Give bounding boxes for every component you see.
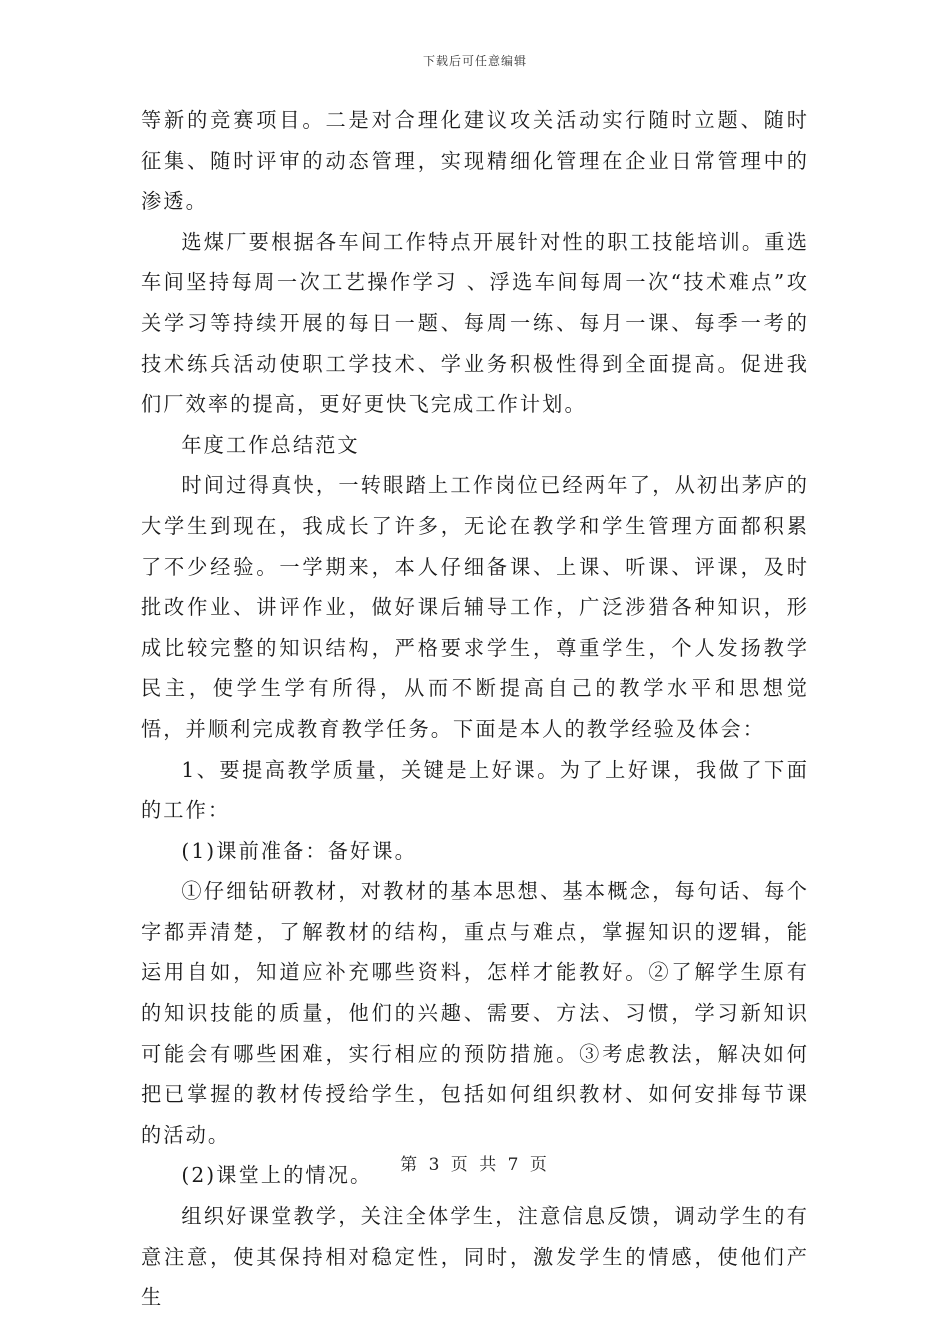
section-title: 年度工作总结范文 [181, 432, 360, 457]
paragraph-6: ①仔细钻研教材，对教材的基本思想、基本概念，每句话、每个字都弄清楚，了解教材的结构，重点与难点，掌握知识的逻辑，能运用自如，知道应补充哪些资料，怎样才能教好。②了解学生原有的知识技能的质量，他们的兴趣、需要、方法、习惯，学习新知识可能会有哪些困难，实行相应的预防措施。③考虑教法，解决如何把已掌握的教材传授给学生，包括如何组织教材、如何安排每节课的活动。 [141, 879, 809, 1147]
paragraph-7: (2)课堂上的情况。 [181, 1163, 373, 1188]
paragraph-1: 等新的竞赛项目。二是对合理化建议攻关活动实行随时立题、随时征集、随时评审的动态管理，实现精细化管理在企业日常管理中的渗透。 [141, 108, 809, 214]
paragraph-5: (1)课前准备：备好课。 [181, 838, 417, 863]
paragraph-8: 组织好课堂教学，关注全体学生，注意信息反馈，调动学生的有意注意，使其保持相对稳定性，同时，激发学生的情感，使他们产生 [141, 1204, 809, 1310]
paragraph-2: 选煤厂要根据各车间工作特点开展针对性的职工技能培训。重选车间坚持每周一次工艺操作学习 、浮选车间每周一次“技术难点”攻关学习等持续开展的每日一题、每周一练、每月一课、每季一考的技术练兵活动使职工学技术、学业务积极性得到全面提高。促进我们厂效率的提高，更好更快飞完成工作计划。 [141, 229, 809, 417]
paragraph-4: 1、要提高教学质量，关键是上好课。为了上好课，我做了下面的工作： [141, 757, 809, 823]
paragraph-3: 时间过得真快，一转眼踏上工作岗位已经两年了，从初出茅庐的大学生到现在，我成长了许多，无论在教学和学生管理方面都积累了不少经验。一学期来，本人仔细备课、上课、听课、评课，及时批改作业、讲评作业，做好课后辅导工作，广泛涉猎各种知识，形成比较完整的知识结构，严格要求学生，尊重学生，个人发扬教学民主，使学生学有所得，从而不断提高自己的教学水平和思想觉悟，并顺利完成教育教学任务。下面是本人的教学经验及体会： [141, 473, 809, 741]
page-header: 下载后可任意编辑 [422, 54, 527, 68]
page-number-footer: 第 3 页 共 7 页 [400, 1155, 550, 1175]
document-body [141, 100, 809, 1318]
